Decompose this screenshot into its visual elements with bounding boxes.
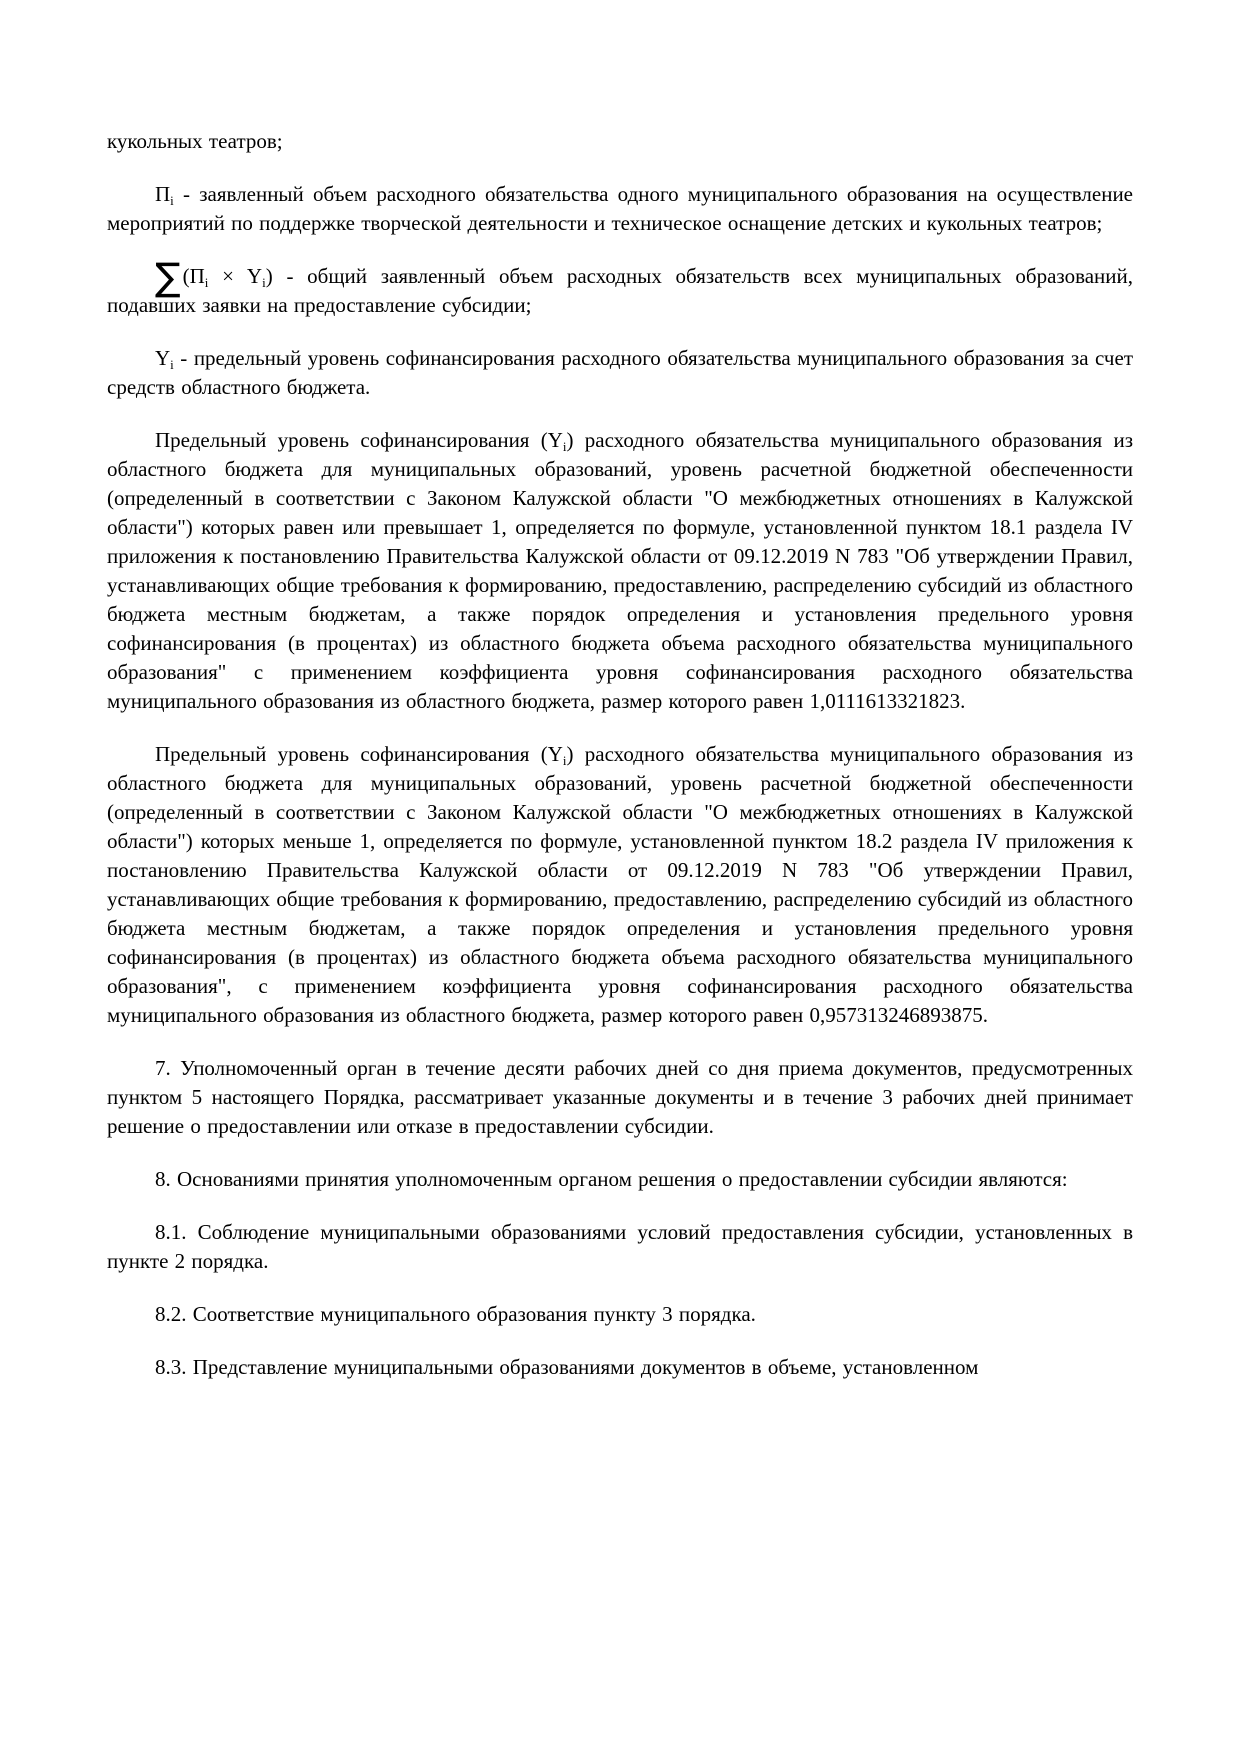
text-run: - заявленный объем расходного обязательства одного муниципального образования на осуществление мероприятий по поддержке творческой деятельности и техническое оснащение детских и кукольных театров;: [107, 182, 1133, 235]
subscript: i: [562, 439, 567, 454]
text-run: 8. Основаниями принятия уполномоченным органом решения о предоставлении субсидии являются:: [155, 1167, 1068, 1191]
text-run: ) расходного обязательства муниципального образования из областного бюджета для муниципальных образований, уровень расчетной бюджетной обеспеченности (определенный в соответствии с Законом Калужской области "О межбюджетных отношениях в Калужской области") которых меньше 1, определяется по формуле, установленной пунктом 18.2 раздела IV приложения к постановлению Правительства Калужской области от 09.12.2019 N 783 "Об утверждении Правил, устанавливающих общие требования к формированию, предоставлению, распределению субсидий из областного бюджета местным бюджетам, а также порядок определения и установления предельного уровня софинансирования (в процентах) из областного бюджета объема расходного обязательства муниципального образования", с применением коэффициента уровня софинансирования расходного обязательства муниципального образования из областного бюджета, размер которого равен 0,957313246893875.: [107, 742, 1133, 1027]
text-run: Y: [155, 346, 171, 370]
paragraph: [107, 1165, 1133, 1194]
subscript: i: [562, 753, 567, 768]
text-run: 8.3. Представление муниципальными образованиями документов в объеме, установленном: [155, 1355, 979, 1379]
sum-symbol: ∑: [155, 255, 181, 299]
paragraph: [107, 127, 1133, 156]
paragraph: [107, 1353, 1133, 1382]
text-run: 8.1. Соблюдение муниципальными образованиями условий предоставления субсидии, установленных в пункте 2 порядка.: [107, 1220, 1133, 1273]
text-run: 7. Уполномоченный орган в течение десяти рабочих дней со дня приема документов, предусмотренных пунктом 5 настоящего Порядка, рассматривает указанные документы и в течение 3 рабочих дней принимает решение о предоставлении или отказе в предоставлении субсидии.: [107, 1056, 1133, 1138]
text-run: кукольных театров;: [107, 129, 283, 153]
text-run: Предельный уровень софинансирования (Y: [155, 428, 563, 452]
paragraph: [107, 1054, 1133, 1141]
text-run: ) - общий заявленный объем расходных обязательств всех муниципальных образований, подавших заявки на предоставление субсидии;: [107, 264, 1133, 317]
subscript: i: [170, 193, 174, 208]
paragraph: [107, 740, 1133, 1030]
paragraph: [107, 1300, 1133, 1329]
paragraph: [107, 426, 1133, 716]
subscript: i: [204, 275, 209, 290]
paragraph-formula: [107, 255, 1133, 320]
text-run: × Y: [208, 264, 263, 288]
text-run: - предельный уровень софинансирования расходного обязательства муниципального образования за счет средств областного бюджета.: [107, 346, 1133, 399]
subscript: i: [262, 275, 266, 290]
text-run: 8.2. Соответствие муниципального образования пункту 3 порядка.: [155, 1302, 756, 1326]
subscript: i: [170, 357, 174, 372]
text-run: ) расходного обязательства муниципального образования из областного бюджета для муниципальных образований, уровень расчетной бюджетной обеспеченности (определенный в соответствии с Законом Калужской области "О межбюджетных отношениях в Калужской области") которых равен или превышает 1, определяется по формуле, установленной пунктом 18.1 раздела IV приложения к постановлению Правительства Калужской области от 09.12.2019 N 783 "Об утверждении Правил, устанавливающих общие требования к формированию, предоставлению, распределению субсидий из областного бюджета местным бюджетам, а также порядок определения и установления предельного уровня софинансирования (в процентах) из областного бюджета объема расходного обязательства муниципального образования" с применением коэффициента уровня софинансирования расходного обязательства муниципального образования из областного бюджета, размер которого равен 1,0111613321823.: [107, 428, 1133, 713]
paragraph: [107, 180, 1133, 238]
text-run: Предельный уровень софинансирования (Y: [155, 742, 563, 766]
paragraph: [107, 1218, 1133, 1276]
text-run: (П: [182, 264, 205, 288]
text-run: П: [155, 182, 171, 206]
paragraph: [107, 344, 1133, 402]
